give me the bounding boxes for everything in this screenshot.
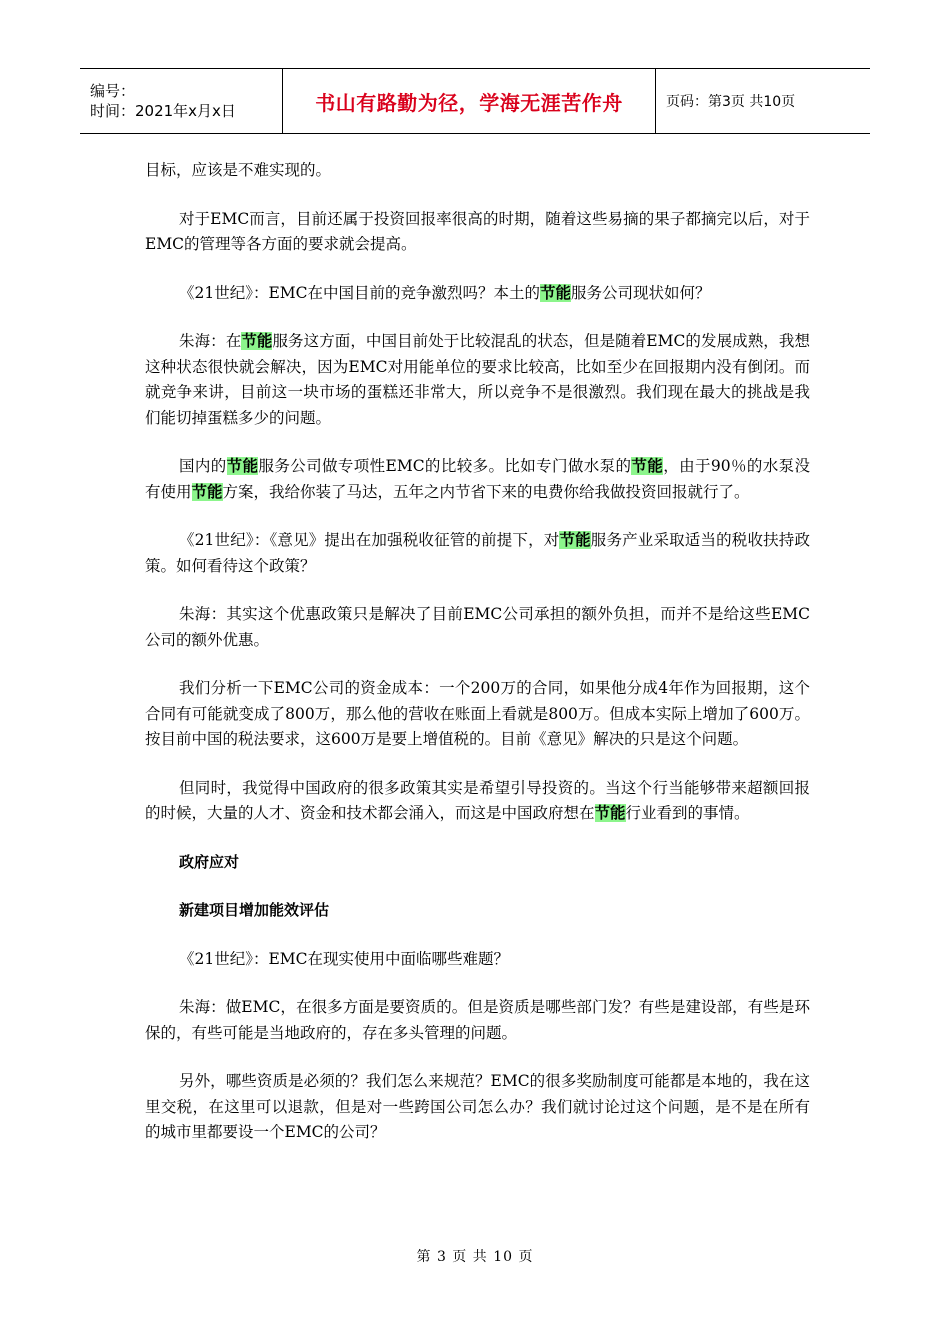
page-footer: 第 3 页 共 10 页	[416, 1249, 534, 1265]
text-segment: 《21世纪》：EMC在现实使用中面临哪些难题？	[179, 949, 510, 968]
document-number-label: 编号：	[90, 82, 136, 100]
header-meta	[80, 69, 283, 133]
highlighted-term: 节能	[559, 531, 591, 549]
body-paragraph	[145, 676, 810, 753]
text-segment: 《21世纪》：EMC在中国目前的竞争激烈吗？本土的	[179, 283, 541, 302]
document-body	[145, 158, 810, 1169]
body-paragraph	[145, 776, 810, 827]
body-paragraph	[145, 281, 810, 307]
text-segment: 但同时，我觉得中国政府的很多政策其实是希望引导投资的。当这个行当能够带来超额回报的时候，大量的人才、资金和技术都会涌入，而这是中国政府想在	[145, 778, 810, 822]
body-paragraph	[145, 947, 810, 973]
highlighted-term: 节能	[594, 804, 626, 822]
highlighted-term: 节能	[191, 482, 223, 501]
body-paragraph	[145, 454, 810, 505]
section-heading	[145, 898, 810, 924]
text-segment: 服务产业采取适当的税收扶持政策。如何看待这个政策？	[145, 531, 810, 575]
text-segment: 新建项目增加能效评估	[179, 901, 330, 919]
header-page-info: 页码：第3页 共10页	[666, 94, 796, 110]
document-time-label: 时间：2021年x月x日	[90, 102, 236, 120]
text-segment: 国内的	[179, 457, 227, 475]
body-paragraph	[145, 207, 810, 258]
section-heading	[145, 850, 810, 876]
body-paragraph	[145, 602, 810, 653]
highlighted-term: 节能	[631, 457, 664, 475]
text-segment: 服务这方面，中国目前处于比较混乱的状态，但是随着EMC的发展成熟，我想这种状态很快就会解决，因为EMC对用能单位的要求比较高，比如至少在回报期内没有倒闭。而就竞争来讲，目前这一块市场的蛋糕还非常大，所以竞争不是很激烈。我们现在最大的挑战是我们能切掉蛋糕多少的问题。	[145, 332, 810, 427]
header-page-cell	[656, 69, 870, 133]
body-paragraph	[145, 995, 810, 1046]
text-segment: 政府应对	[179, 852, 240, 871]
text-segment: ，由于90％的水泵没有使用	[145, 457, 810, 501]
body-paragraph	[145, 329, 810, 431]
highlighted-term: 节能	[540, 283, 572, 302]
body-paragraph	[145, 1069, 810, 1146]
text-segment: 朱海：其实这个优惠政策只是解决了目前EMC公司承担的额外负担，而并不是给这些EMC公司的额外优惠。	[145, 605, 810, 649]
body-paragraph	[145, 158, 810, 184]
header-motto: 书山有路勤为径，学海无涯苦作舟	[315, 90, 623, 115]
text-segment: 方案，我给你装了马达，五年之内节省下来的电费你给我做投资回报就行了。	[222, 482, 750, 501]
page-header	[80, 68, 870, 134]
body-paragraph	[145, 528, 810, 579]
text-segment: 服务公司现状如何？	[571, 283, 711, 302]
text-segment: 我们分析一下EMC公司的资金成本：一个200万的合同，如果他分成4年作为回报期，这个合同有可能就变成了800万，那么他的营收在账面上看就是800万。但成本实际上增加了600万。按目前中国的税法要求，这600万是要上增值税的。目前《意见》解决的只是这个问题。	[145, 679, 810, 748]
text-segment: 朱海：做EMC，在很多方面是要资质的。但是资质是哪些部门发？有些是建设部，有些是环保的，有些可能是当地政府的，存在多头管理的问题。	[145, 998, 810, 1042]
text-segment: 另外，哪些资质是必须的？我们怎么来规范？EMC的很多奖励制度可能都是本地的，我在这里交税，在这里可以退款，但是对一些跨国公司怎么办？我们就讨论过这个问题，是不是在所有的城市里都要设一个EMC的公司？	[145, 1072, 810, 1141]
text-segment: 《21世纪》：《意见》提出在加强税收征管的前提下，对	[179, 531, 560, 549]
text-segment: 行业看到的事情。	[625, 804, 750, 822]
header-motto-cell	[283, 69, 656, 133]
text-segment: 对于EMC而言，目前还属于投资回报率很高的时期，随着这些易摘的果子都摘完以后，对于EMC的管理等各方面的要求就会提高。	[145, 209, 810, 253]
text-segment: 朱海：在	[179, 332, 242, 350]
text-segment: 目标，应该是不难实现的。	[145, 161, 332, 179]
highlighted-term: 节能	[226, 457, 259, 475]
text-segment: 服务公司做专项性EMC的比较多。比如专门做水泵的	[258, 457, 632, 475]
highlighted-term: 节能	[241, 332, 273, 350]
